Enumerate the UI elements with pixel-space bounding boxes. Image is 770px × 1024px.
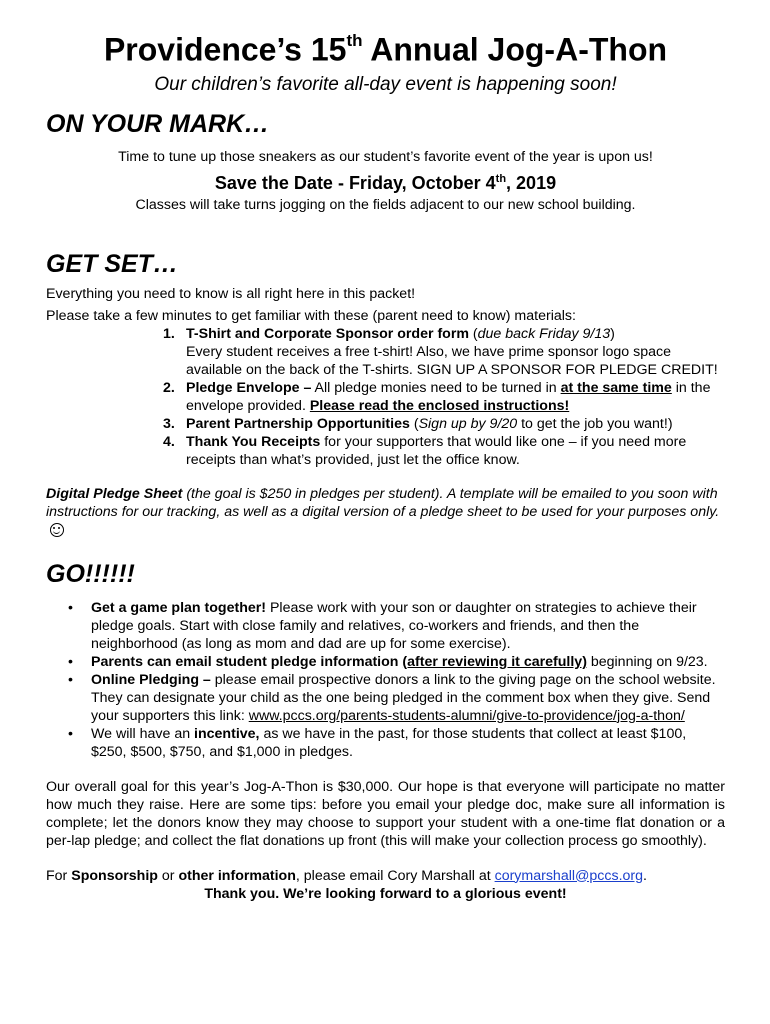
list-item: • Online Pledging – please email prospective donors a link to the giving page on the school website. They can designate your child as the one being pledged in the comment box when they give. Send your supporters this link: www.pccs.org/parents-students-alumni/give-to-providence/jog-a-thon/ bbox=[68, 671, 716, 724]
go-heading: GO!!!!!! bbox=[46, 559, 135, 588]
classes-note: Classes will take turns jogging on the fields adjacent to our new school building. bbox=[135, 196, 636, 213]
list-item: 3. Parent Partnership Opportunities (Sign up by 9/20 to get the job you want!) bbox=[163, 415, 673, 432]
goal-paragraph: Our overall goal for this year’s Jog-A-Thon is $30,000. Our hope is that everyone will participate no matter how much they raise. Here are some tips: before you email your pledge doc, make sure all information is complete; let the donors know they may choose to support your student with a one-time flat donation or a per-lap pledge; and collect the flat donations up front (this will make your collection process go smoothly). bbox=[46, 778, 725, 849]
page-title: Providence’s 15th Annual Jog-A-Thon bbox=[103, 31, 668, 68]
get-set-line-1: Everything you need to know is all right here in this packet! bbox=[46, 285, 416, 302]
smiley-icon bbox=[50, 523, 64, 537]
on-your-mark-intro: Time to tune up those sneakers as our student’s favorite event of the year is upon us! bbox=[118, 148, 653, 165]
bullet-icon: • bbox=[68, 599, 73, 616]
bullet-icon: • bbox=[68, 671, 73, 688]
get-set-heading: GET SET… bbox=[46, 249, 178, 278]
list-item: • Get a game plan together! Please work with your son or daughter on strategies to achieve their pledge goals. Start with close family and relatives, co-workers and friends, and then the neighborhood (as long as mom and dad are up for some exercise). bbox=[68, 599, 697, 652]
list-item: 4. Thank You Receipts for your supporters that would like one – if you need more receipts than what’s provided, just let the office know. bbox=[163, 433, 687, 468]
go-section bbox=[46, 559, 725, 761]
list-item: 2. Pledge Envelope – All pledge monies need to be turned in at the same time in the envelope provided. Please read the enclosed instructions! bbox=[163, 379, 711, 414]
contact-email-link[interactable]: corymarshall@pccs.org bbox=[494, 867, 644, 884]
list-item: 1. T-Shirt and Corporate Sponsor order form (due back Friday 9/13) Every student receives a free t-shirt! Also, we have prime sponsor logo space available on the back of the T-shirts. SIGN UP A SPONSOR FOR PLEDGE CREDIT! bbox=[163, 325, 718, 378]
materials-list bbox=[46, 325, 725, 469]
get-set-section bbox=[46, 249, 725, 539]
get-set-line-2: Please take a few minutes to get familiar with these (parent need to know) materials: bbox=[46, 307, 576, 324]
jog-a-thon-link[interactable]: www.pccs.org/parents-students-alumni/give-to-providence/jog-a-thon/ bbox=[248, 707, 685, 724]
bullet-icon: • bbox=[68, 725, 73, 742]
save-the-date: Save the Date - Friday, October 4th, 2019 bbox=[214, 172, 557, 193]
list-item: • We will have an incentive, as we have in the past, for those students that collect at least $100, $250, $500, $750, and $1,000 in pledges. bbox=[68, 725, 687, 760]
digital-pledge-note: Digital Pledge Sheet (the goal is $250 in pledges per student). A template will be emailed to you soon with instructions for our tracking, as well as a digital version of a pledge sheet to be used for your purposes only. bbox=[46, 485, 725, 539]
closing-section bbox=[46, 778, 725, 903]
contact-line: For Sponsorship or other information, please email Cory Marshall at corymarshall@pccs.org. bbox=[46, 867, 647, 884]
bullet-icon: • bbox=[68, 653, 73, 670]
on-your-mark-heading: ON YOUR MARK… bbox=[46, 109, 270, 138]
thanks-line: Thank you. We’re looking forward to a glorious event! bbox=[204, 885, 567, 902]
list-item: • Parents can email student pledge information (after reviewing it carefully) beginning on 9/23. bbox=[68, 653, 708, 670]
go-list bbox=[46, 599, 725, 761]
page-subtitle: Our children’s favorite all-day event is happening soon! bbox=[154, 73, 617, 95]
on-your-mark-section bbox=[46, 109, 725, 214]
